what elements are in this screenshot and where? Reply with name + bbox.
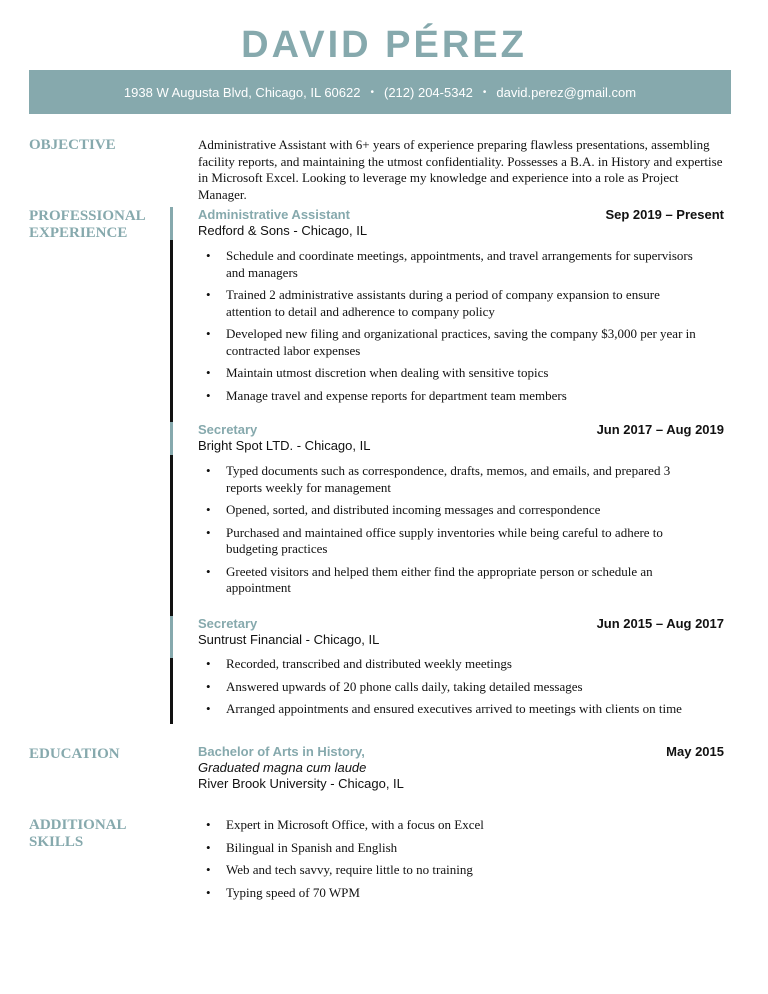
timeline-line-2 [170,455,173,616]
job-header [198,422,724,456]
list-item: • Arranged appointments and ensured executives arrived to meetings with clients on time [198,701,698,718]
list-item: • Typing speed of 70 WPM [198,885,698,902]
timeline-accent-2 [170,422,173,455]
list-item: • Greeted visitors and helped them either find the appropriate person or schedule an appointment [198,564,698,597]
job-title: Secretary [198,422,258,437]
list-item: • Bilingual in Spanish and English [198,840,698,857]
timeline-accent-1 [170,207,173,240]
skills-heading-line1: ADDITIONAL [29,817,127,833]
list-item: • Maintain utmost discretion when dealing with sensitive topics [198,365,698,382]
timeline-line-3 [170,658,173,724]
timeline-line-1 [170,240,173,422]
list-item: • Purchased and maintained office supply inventories while being careful to adhere to budgeting practices [198,525,698,558]
list-item: • Web and tech savvy, require little to no training [198,862,698,879]
list-item: • Answered upwards of 20 phone calls daily, taking detailed messages [198,679,698,696]
job-title: Secretary [198,616,258,631]
contact-phone: (212) 204-5342 [384,84,473,100]
contact-separator: • [482,86,487,98]
skills-heading-line2: SKILLS [29,834,84,850]
list-item: • Trained 2 administrative assistants during a period of company expansion to ensure attention to detail and adherence to company policy [198,287,698,320]
education-degree: Bachelor of Arts in History, [198,744,365,759]
job-bullets [198,248,698,410]
job-dates: Jun 2015 – Aug 2017 [596,616,724,631]
education-entry [198,744,724,791]
education-heading: EDUCATION [29,746,120,762]
experience-heading-line1: PROFESSIONAL [29,208,146,224]
education-honor: Graduated magna cum laude [198,760,367,775]
job-header [198,616,724,650]
job-company: Suntrust Financial - Chicago, IL [198,632,380,647]
job-dates: Jun 2017 – Aug 2019 [596,422,724,437]
job-title: Administrative Assistant [198,207,350,222]
list-item: • Schedule and coordinate meetings, appointments, and travel arrangements for supervisors and managers [198,248,698,281]
list-item: • Recorded, transcribed and distributed weekly meetings [198,656,698,673]
experience-heading [29,208,179,242]
objective-heading: OBJECTIVE [29,137,116,153]
timeline-accent-3 [170,616,173,658]
job-dates: Sep 2019 – Present [605,207,724,222]
objective-text: Administrative Assistant with 6+ years of experience preparing flawless presentations, assembling facility reports, and maintaining the utmost confidentiality. Possesses a B.A. in History and expertise in Microsoft Excel. Looking to leverage my knowledge and experience into a role as Project Manager. [198,137,723,202]
job-bullets [198,463,698,603]
candidate-name: DAVID PÉREZ [241,24,527,66]
experience-heading-line2: EXPERIENCE [29,225,128,241]
list-item: • Developed new filing and organizational practices, saving the company $3,000 per year in contracted labor expenses [198,326,698,359]
job-header [198,207,724,241]
list-item: • Expert in Microsoft Office, with a focus on Excel [198,817,698,834]
list-item: • Opened, sorted, and distributed incoming messages and correspondence [198,502,698,519]
education-school: River Brook University - Chicago, IL [198,776,404,791]
skills-heading [29,817,179,851]
job-company: Bright Spot LTD. - Chicago, IL [198,438,371,453]
list-item: • Manage travel and expense reports for department team members [198,388,698,405]
list-item: • Typed documents such as correspondence, drafts, memos, and emails, and prepared 3 reports weekly for management [198,463,698,496]
contact-address: 1938 W Augusta Blvd, Chicago, IL 60622 [123,84,361,100]
contact-email: david.perez@gmail.com [496,84,637,100]
education-date: May 2015 [666,744,724,759]
skills-list [198,817,698,907]
contact-separator: • [370,86,374,98]
job-bullets [198,656,698,724]
contact-bar [29,70,731,114]
job-company: Redford & Sons - Chicago, IL [198,223,368,238]
